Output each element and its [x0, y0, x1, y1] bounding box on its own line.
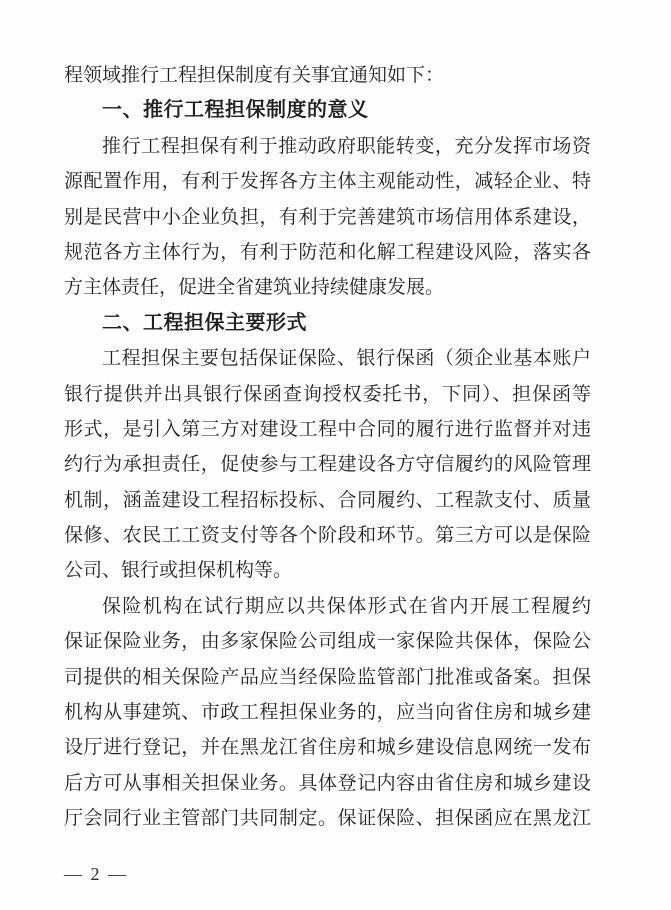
section-heading-2: 二、工程担保主要形式	[102, 311, 307, 334]
body-line: 厅会同行业主管部门共同制定。保证保险、担保函应在黑龙江	[64, 808, 591, 830]
body-line: 别是民营中小企业负担，有利于完善建筑市场信用体系建设，	[64, 206, 591, 228]
body-line: 程领域推行工程担保制度有关事宜通知如下：	[64, 65, 445, 86]
body-line: 约行为承担责任，促使参与工程建设各方守信履约的风险管理	[64, 454, 591, 476]
body-line: 银行提供并出具银行保函查询授权委托书，下同）、担保函等	[64, 383, 591, 405]
section-heading-1: 一、推行工程担保制度的意义	[102, 99, 369, 122]
document-body	[64, 58, 591, 837]
body-line: 机构从事建筑、市政工程担保业务的，应当向省住房和城乡建	[64, 702, 591, 724]
body-line: 规范各方主体行为，有利于防范和化解工程建设风险，落实各	[64, 241, 591, 263]
body-line: 形式，是引入第三方对建设工程中合同的履行进行监督并对违	[64, 418, 591, 440]
body-line: 后方可从事相关担保业务。具体登记内容由省住房和城乡建设	[64, 772, 591, 794]
body-line: 工程担保主要包括保证保险、银行保函（须企业基本账户	[102, 348, 591, 370]
body-line: 方主体责任，促进全省建筑业持续健康发展。	[64, 277, 445, 299]
body-line: 推行工程担保有利于推动政府职能转变，充分发挥市场资	[102, 135, 591, 157]
body-line: 保修、农民工工资支付等各个阶段和环节。第三方可以是保险	[64, 525, 591, 547]
body-line: 公司、银行或担保机构等。	[64, 560, 293, 582]
body-line: 司提供的相关保险产品应当经保险监管部门批准或备案。担保	[64, 666, 591, 688]
body-line: 机制，涵盖建设工程招标投标、合同履约、工程款支付、质量	[64, 489, 591, 511]
body-line: 源配置作用，有利于发挥各方主体主观能动性，减轻企业、特	[64, 171, 591, 193]
body-line: 保证保险业务，由多家保险公司组成一家保险共保体，保险公	[64, 631, 591, 653]
body-line: 保险机构在试行期应以共保体形式在省内开展工程履约	[102, 595, 591, 617]
page-number: — 2 —	[64, 864, 128, 884]
body-line: 设厅进行登记，并在黑龙江省住房和城乡建设信息网统一发布	[64, 737, 591, 759]
